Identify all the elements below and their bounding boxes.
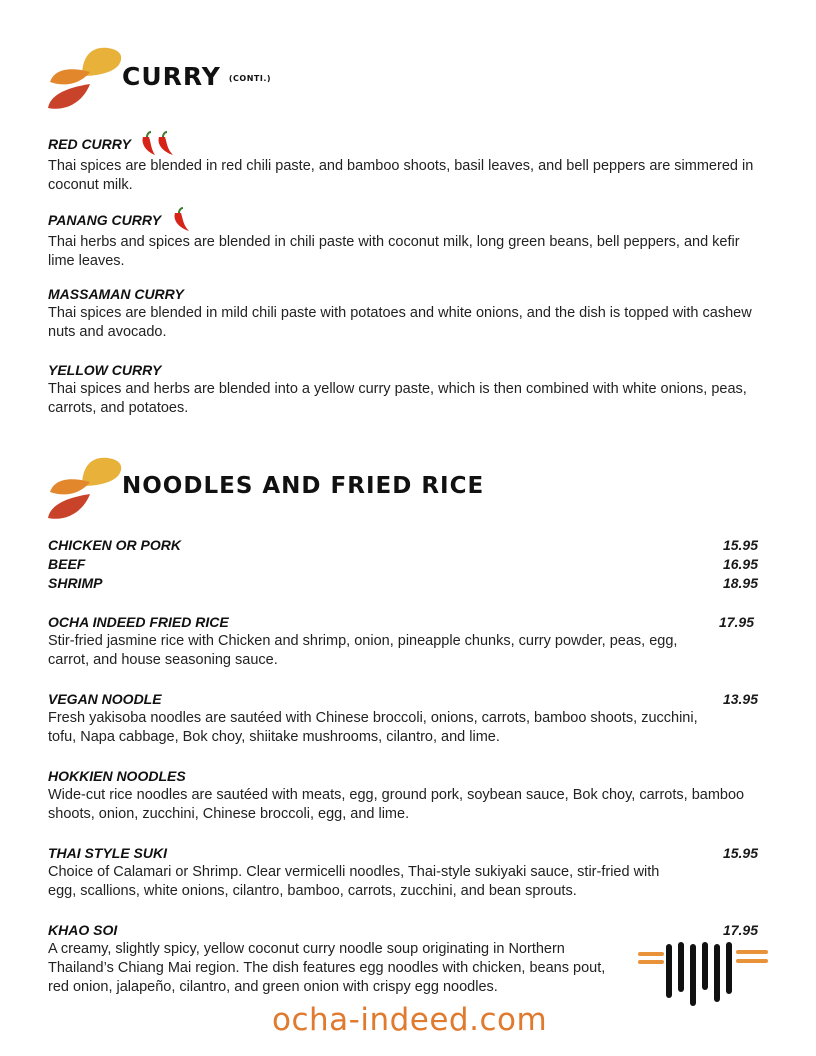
- item-description: Thai spices are blended in red chili paste, and bamboo shoots, basil leaves, and bell peppers are simmered in coconut milk.: [48, 158, 754, 193]
- item-name: BEEF: [48, 556, 86, 572]
- item-description: Wide-cut rice noodles are sautéed with meats, egg, ground pork, soybean sauce, Bok choy, carrots, bamboo shoots, onion, zucchini, Chinese broccoli, egg, and lime.: [48, 787, 745, 822]
- item-description: A creamy, slightly spicy, yellow coconut curry noodle soup originating in Northern Thailand’s Chiang Mai region. The dish features egg noodles with chicken, beans pout, red onion, jalapeño, cilantro, and green onion with crispy egg noodles.: [48, 941, 606, 995]
- website-url[interactable]: ocha-indeed.com: [272, 1002, 548, 1038]
- item-price: 16.95: [722, 556, 758, 572]
- noodles-section-header: [46, 454, 746, 534]
- item-name: KHAO SOI: [48, 922, 118, 938]
- item-name: YELLOW CURRY: [48, 362, 162, 378]
- menu-item-ocha-indeed-fried-rice: [48, 613, 758, 670]
- petal-logo-icon: [46, 44, 126, 116]
- protein-price-list: [48, 536, 758, 593]
- double-chili-icon: [139, 131, 181, 157]
- item-name: CHICKEN OR PORK: [48, 537, 182, 553]
- item-description: Fresh yakisoba noodles are sautéed with Chinese broccoli, onions, carrots, bamboo shoots, zucchini, tofu, Napa cabbage, Bok choy, shiitake mushrooms, cilantro, and lime.: [48, 710, 698, 745]
- menu-item-hokkien-noodles: [48, 767, 758, 824]
- curry-section-header: [46, 44, 746, 124]
- petal-logo-icon: [46, 454, 126, 526]
- list-item: [48, 536, 758, 555]
- item-name: VEGAN NOODLE: [48, 691, 162, 707]
- item-price: 17.95: [718, 614, 754, 630]
- item-name: SHRIMP: [48, 575, 103, 591]
- list-item: [48, 555, 758, 574]
- item-description: Choice of Calamari or Shrimp. Clear vermicelli noodles, Thai-style sukiyaki sauce, stir-fried with egg, scallions, white onions, cilantro, bamboo, carrots, zucchini, and bean sprouts.: [48, 864, 660, 899]
- noodles-title: NOODLES AND FRIED RICE: [122, 473, 485, 499]
- menu-item-vegan-noodle: [48, 690, 758, 747]
- list-item: [48, 574, 758, 593]
- item-name: THAI STYLE SUKI: [48, 845, 168, 861]
- item-name: OCHA INDEED FRIED RICE: [48, 614, 229, 630]
- item-name: PANANG CURRY: [48, 211, 162, 228]
- item-price: 15.95: [722, 537, 758, 553]
- item-name: HOKKIEN NOODLES: [48, 768, 186, 784]
- item-description: Thai spices are blended in mild chili paste with potatoes and white onions, and the dish is topped with cashew nuts and avocado.: [48, 305, 752, 340]
- item-name: MASSAMAN CURRY: [48, 286, 184, 302]
- item-price: 13.95: [722, 691, 758, 707]
- menu-item-red-curry: [48, 131, 758, 195]
- chili-icon: [169, 207, 195, 233]
- item-price: 18.95: [722, 575, 758, 591]
- menu-item-massaman-curry: [48, 285, 758, 342]
- curry-subtitle: (CONTI.): [228, 73, 272, 83]
- item-name: RED CURRY: [48, 135, 131, 152]
- item-description: Thai herbs and spices are blended in chili paste with coconut milk, long green beans, bell peppers, and kefir lime leaves.: [48, 234, 740, 269]
- item-description: Stir-fried jasmine rice with Chicken and shrimp, onion, pineapple chunks, curry powder, peas, egg, carrot, and house seasoning sauce.: [48, 633, 678, 668]
- menu-item-panang-curry: [48, 207, 758, 271]
- curry-title: CURRY (CONTI.): [122, 62, 272, 91]
- noodle-chopsticks-icon: [636, 940, 772, 1006]
- item-price: 17.95: [722, 922, 758, 938]
- menu-item-thai-style-suki: [48, 844, 758, 901]
- menu-item-yellow-curry: [48, 361, 758, 418]
- item-price: 15.95: [722, 845, 758, 861]
- item-description: Thai spices and herbs are blended into a yellow curry paste, which is then combined with white onions, peas, carrots, and potatoes.: [48, 381, 747, 416]
